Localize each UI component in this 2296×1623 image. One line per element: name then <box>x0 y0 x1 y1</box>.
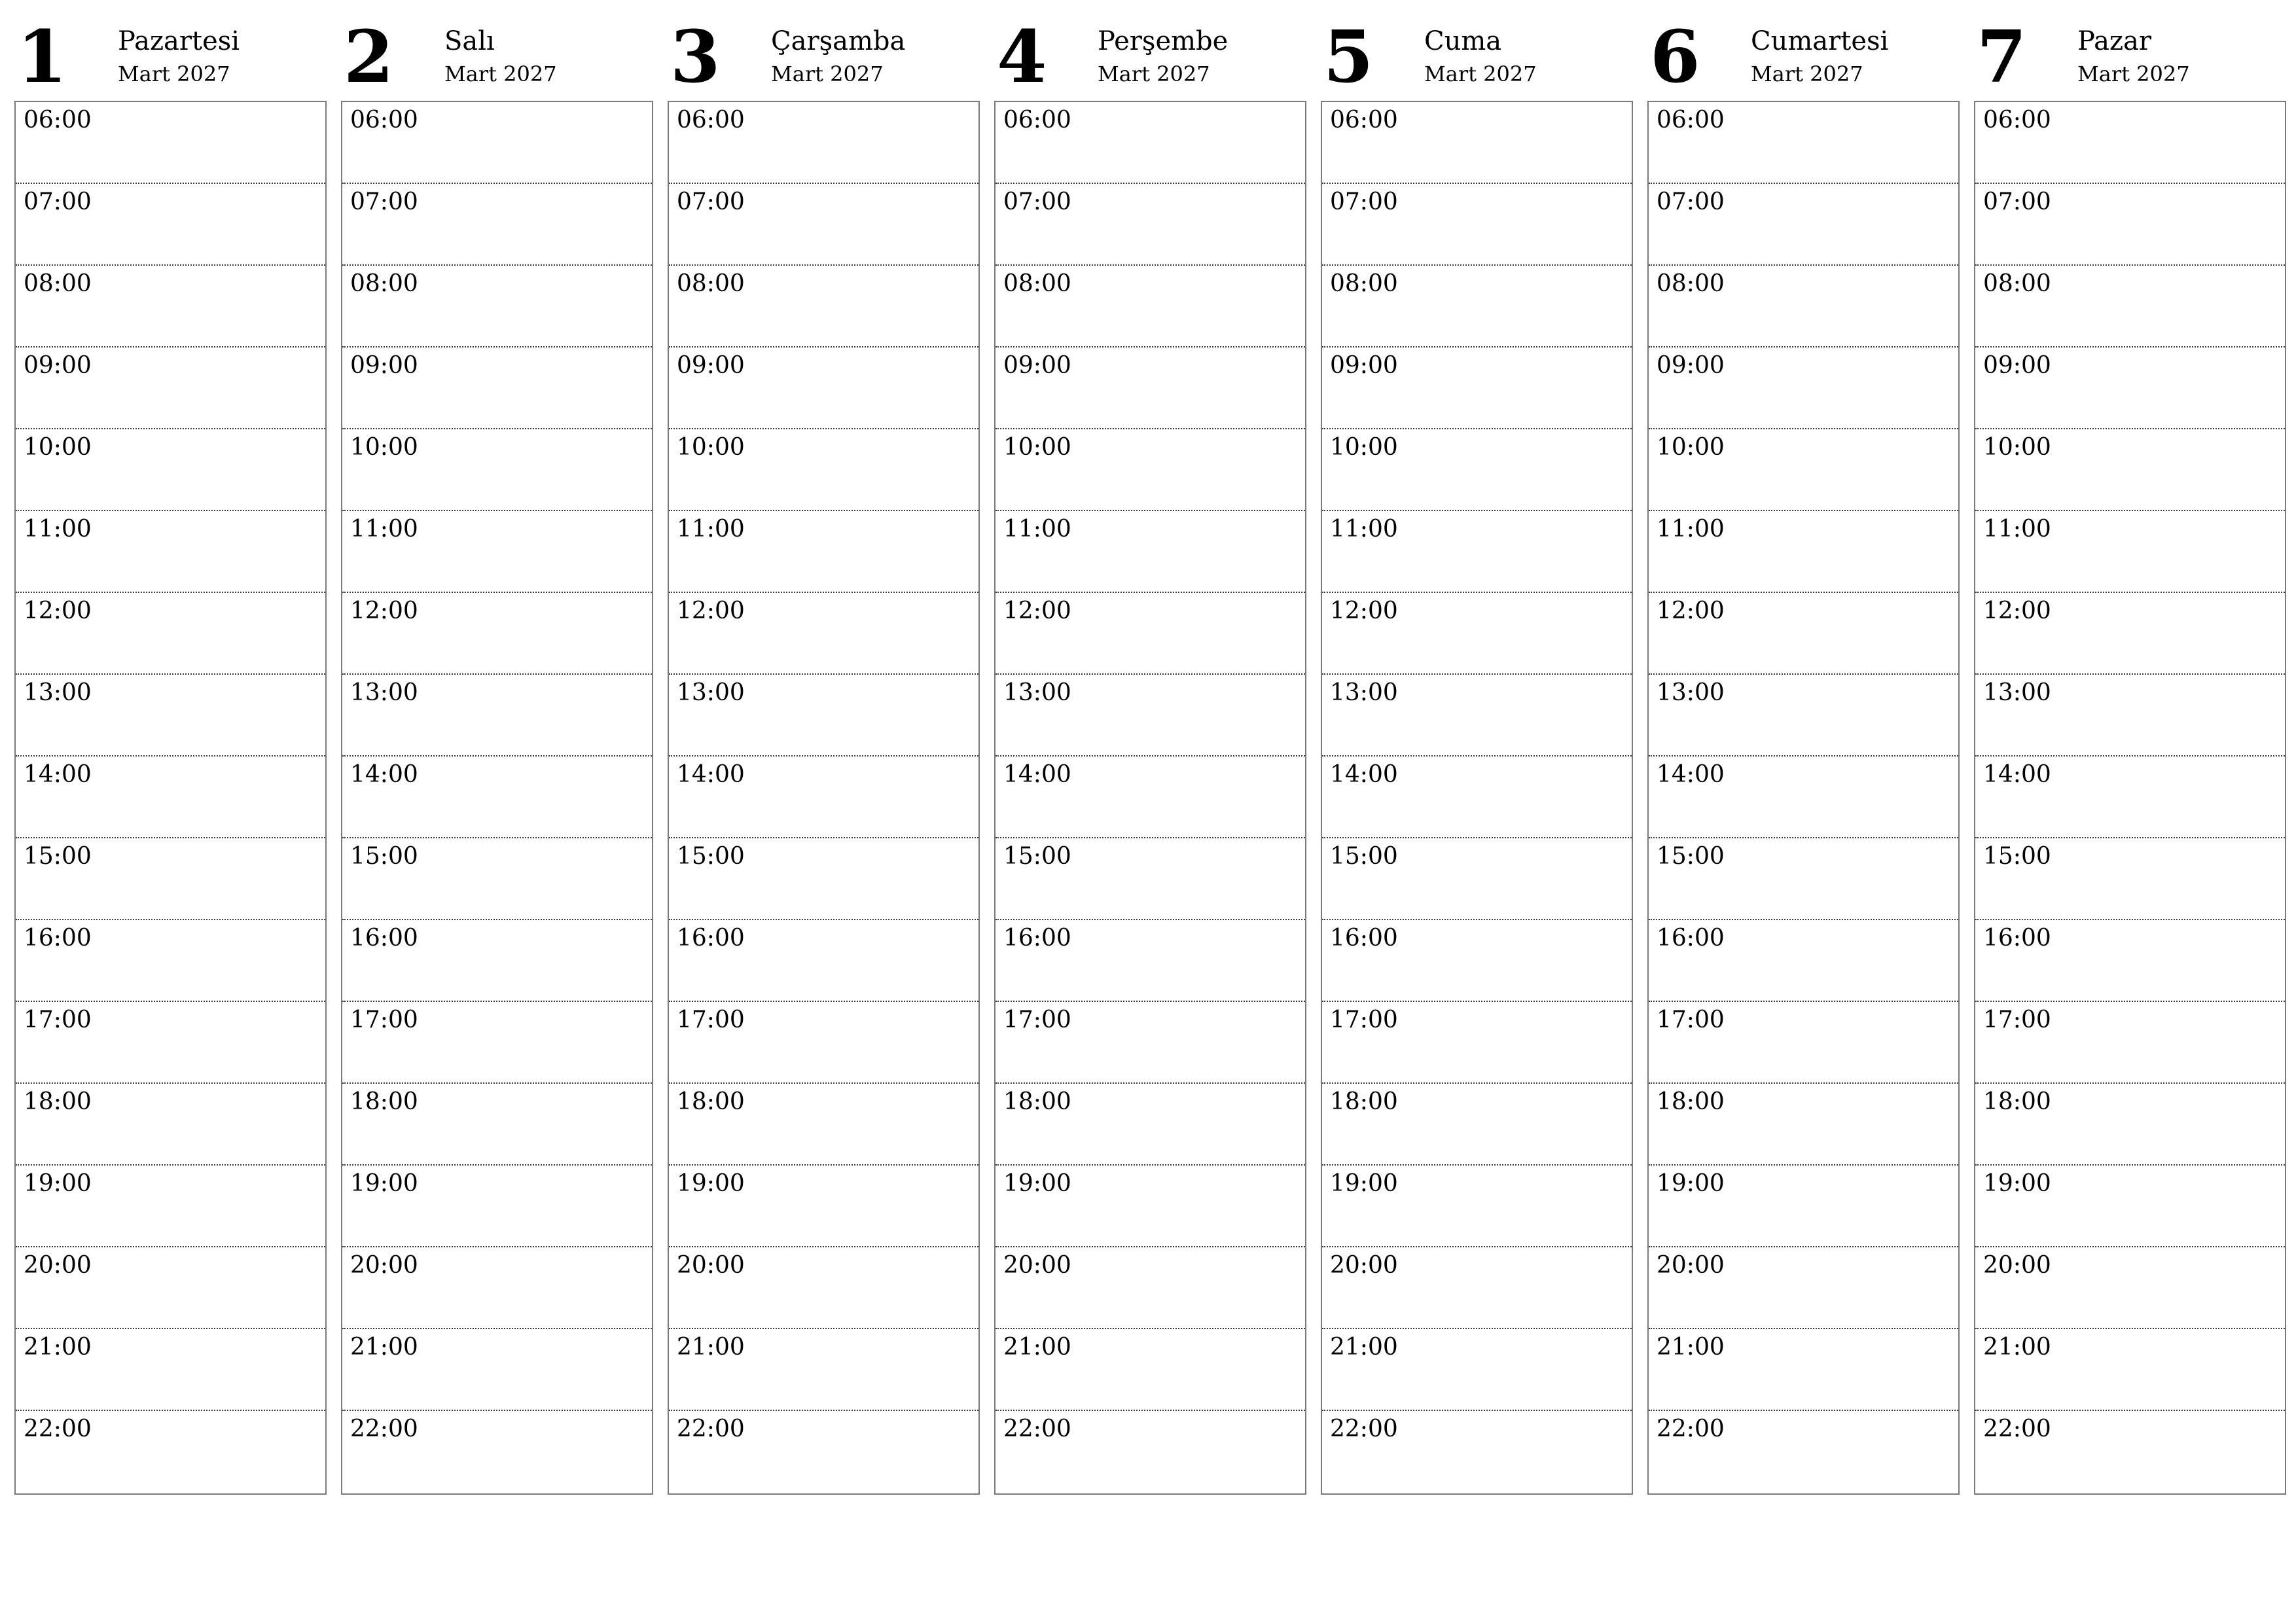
time-slot-label: 17:00 <box>1003 1007 1071 1033</box>
time-slot-label: 20:00 <box>1983 1252 2051 1279</box>
time-slot[interactable] <box>1975 429 2285 511</box>
time-slot-label: 12:00 <box>24 597 92 624</box>
time-slot[interactable] <box>1975 1166 2285 1247</box>
time-slot[interactable] <box>996 266 1305 348</box>
time-slot[interactable] <box>1649 838 1958 920</box>
time-slot-label: 10:00 <box>677 434 745 461</box>
time-slot-label: 06:00 <box>1983 107 2051 134</box>
time-slot-label: 21:00 <box>1983 1334 2051 1361</box>
time-slot[interactable] <box>1975 511 2285 593</box>
time-slot[interactable] <box>16 1002 325 1084</box>
day-number: 5 <box>1323 14 1374 99</box>
time-slot[interactable] <box>1322 757 1632 838</box>
time-slot[interactable] <box>1322 593 1632 675</box>
time-slot-label: 22:00 <box>1657 1416 1725 1442</box>
time-slot-label: 22:00 <box>1983 1416 2051 1442</box>
time-slot-label: 15:00 <box>24 843 92 870</box>
time-slot-label: 08:00 <box>677 270 745 297</box>
time-slot[interactable] <box>1649 429 1958 511</box>
time-slot-label: 14:00 <box>1657 761 1725 788</box>
time-slot[interactable] <box>1975 1329 2285 1411</box>
day-schedule-box <box>1321 101 1633 1495</box>
time-slot-label: 22:00 <box>1003 1416 1071 1442</box>
time-slot-label: 18:00 <box>24 1088 92 1115</box>
time-slot[interactable] <box>996 1329 1305 1411</box>
month-label: Mart 2027 <box>1098 62 1210 86</box>
time-slot-label: 13:00 <box>677 679 745 706</box>
time-slot-label: 08:00 <box>1657 270 1725 297</box>
time-slot[interactable] <box>1975 102 2285 184</box>
time-slot[interactable] <box>1649 1002 1958 1084</box>
time-slot[interactable] <box>342 838 652 920</box>
day-column-monday <box>14 0 327 1505</box>
time-slot[interactable] <box>1649 184 1958 266</box>
time-slot[interactable] <box>996 838 1305 920</box>
day-header <box>14 0 327 99</box>
time-slot-label: 12:00 <box>350 597 418 624</box>
time-slot-label: 19:00 <box>24 1170 92 1197</box>
time-slot-label: 15:00 <box>1003 843 1071 870</box>
time-slot[interactable] <box>996 429 1305 511</box>
time-slot-label: 20:00 <box>350 1252 418 1279</box>
time-slot-label: 12:00 <box>677 597 745 624</box>
time-slot-label: 14:00 <box>1330 761 1398 788</box>
time-slot-label: 12:00 <box>1003 597 1071 624</box>
time-slot-label: 11:00 <box>350 516 418 543</box>
time-slot-label: 15:00 <box>1983 843 2051 870</box>
time-slot[interactable] <box>669 429 978 511</box>
time-slot[interactable] <box>996 348 1305 429</box>
time-slot-label: 11:00 <box>24 516 92 543</box>
time-slot[interactable] <box>996 1247 1305 1329</box>
day-name: Çarşamba <box>771 26 906 56</box>
time-slot[interactable] <box>342 511 652 593</box>
time-slot-label: 18:00 <box>1330 1088 1398 1115</box>
time-slot-label: 07:00 <box>1657 188 1725 215</box>
time-slot[interactable] <box>16 1247 325 1329</box>
time-slot[interactable] <box>1322 920 1632 1002</box>
time-slot-label: 19:00 <box>677 1170 745 1197</box>
day-header <box>341 0 653 99</box>
time-slot-label: 10:00 <box>1983 434 2051 461</box>
time-slot[interactable] <box>1975 1002 2285 1084</box>
time-slot-label: 10:00 <box>350 434 418 461</box>
time-slot[interactable] <box>342 1329 652 1411</box>
time-slot[interactable] <box>1322 675 1632 757</box>
time-slot-label: 14:00 <box>677 761 745 788</box>
time-slot[interactable] <box>1322 429 1632 511</box>
time-slot-label: 21:00 <box>1330 1334 1398 1361</box>
day-header <box>1321 0 1633 99</box>
time-slot[interactable] <box>1322 266 1632 348</box>
time-slot-label: 09:00 <box>1330 352 1398 379</box>
time-slot-label: 08:00 <box>1003 270 1071 297</box>
day-schedule-box <box>668 101 980 1495</box>
time-slot-label: 07:00 <box>1983 188 2051 215</box>
time-slot-label: 17:00 <box>350 1007 418 1033</box>
time-slot[interactable] <box>996 675 1305 757</box>
day-column-friday <box>1321 0 1633 1505</box>
time-slot[interactable] <box>669 1247 978 1329</box>
time-slot[interactable] <box>669 1084 978 1166</box>
time-slot[interactable] <box>996 1411 1305 1493</box>
day-schedule-box <box>341 101 653 1495</box>
time-slot-label: 19:00 <box>350 1170 418 1197</box>
day-column-tuesday <box>341 0 653 1505</box>
time-slot-label: 19:00 <box>1983 1170 2051 1197</box>
time-slot-label: 18:00 <box>350 1088 418 1115</box>
time-slot-label: 16:00 <box>1003 925 1071 952</box>
day-number: 7 <box>1977 14 2027 99</box>
time-slot[interactable] <box>342 920 652 1002</box>
day-name: Pazartesi <box>118 26 240 56</box>
day-name: Cumartesi <box>1751 26 1889 56</box>
time-slot-label: 18:00 <box>1003 1088 1071 1115</box>
time-slot[interactable] <box>1975 1411 2285 1493</box>
time-slot-label: 15:00 <box>1330 843 1398 870</box>
time-slot-label: 12:00 <box>1983 597 2051 624</box>
time-slot[interactable] <box>342 266 652 348</box>
time-slot-label: 13:00 <box>1003 679 1071 706</box>
time-slot[interactable] <box>1649 593 1958 675</box>
time-slot-label: 16:00 <box>24 925 92 952</box>
time-slot[interactable] <box>16 184 325 266</box>
time-slot[interactable] <box>996 593 1305 675</box>
time-slot[interactable] <box>1322 1247 1632 1329</box>
time-slot[interactable] <box>342 593 652 675</box>
time-slot-label: 09:00 <box>350 352 418 379</box>
day-column-wednesday <box>668 0 980 1505</box>
time-slot[interactable] <box>1975 920 2285 1002</box>
time-slot[interactable] <box>342 429 652 511</box>
time-slot[interactable] <box>669 838 978 920</box>
time-slot[interactable] <box>1322 1002 1632 1084</box>
time-slot-label: 13:00 <box>1657 679 1725 706</box>
day-column-thursday <box>994 0 1306 1505</box>
time-slot-label: 13:00 <box>1983 679 2051 706</box>
time-slot[interactable] <box>1975 348 2285 429</box>
time-slot[interactable] <box>1975 675 2285 757</box>
time-slot-label: 11:00 <box>1983 516 2051 543</box>
day-header <box>994 0 1306 99</box>
time-slot-label: 09:00 <box>24 352 92 379</box>
time-slot-label: 16:00 <box>1330 925 1398 952</box>
time-slot[interactable] <box>16 1166 325 1247</box>
time-slot[interactable] <box>16 102 325 184</box>
time-slot[interactable] <box>1649 920 1958 1002</box>
time-slot-label: 14:00 <box>1983 761 2051 788</box>
time-slot-label: 13:00 <box>350 679 418 706</box>
time-slot-label: 07:00 <box>1330 188 1398 215</box>
time-slot[interactable] <box>1322 102 1632 184</box>
month-label: Mart 2027 <box>771 62 884 86</box>
time-slot[interactable] <box>342 348 652 429</box>
day-column-saturday <box>1647 0 1960 1505</box>
time-slot[interactable] <box>996 511 1305 593</box>
time-slot[interactable] <box>16 1411 325 1493</box>
time-slot-label: 11:00 <box>1657 516 1725 543</box>
time-slot[interactable] <box>16 429 325 511</box>
time-slot[interactable] <box>669 511 978 593</box>
day-schedule-box <box>994 101 1306 1495</box>
time-slot-label: 22:00 <box>1330 1416 1398 1442</box>
time-slot-label: 06:00 <box>24 107 92 134</box>
time-slot[interactable] <box>1649 102 1958 184</box>
day-column-sunday <box>1974 0 2286 1505</box>
time-slot[interactable] <box>342 102 652 184</box>
time-slot[interactable] <box>1322 184 1632 266</box>
time-slot[interactable] <box>1649 348 1958 429</box>
time-slot-label: 10:00 <box>1657 434 1725 461</box>
time-slot-label: 07:00 <box>677 188 745 215</box>
time-slot[interactable] <box>996 184 1305 266</box>
time-slot[interactable] <box>342 1084 652 1166</box>
time-slot[interactable] <box>669 184 978 266</box>
time-slot-label: 11:00 <box>677 516 745 543</box>
time-slot[interactable] <box>342 675 652 757</box>
time-slot-label: 20:00 <box>1657 1252 1725 1279</box>
time-slot-label: 16:00 <box>1657 925 1725 952</box>
time-slot[interactable] <box>1322 1411 1632 1493</box>
day-number: 2 <box>344 14 394 99</box>
time-slot[interactable] <box>1322 1329 1632 1411</box>
time-slot[interactable] <box>996 1084 1305 1166</box>
time-slot-label: 16:00 <box>677 925 745 952</box>
time-slot[interactable] <box>996 757 1305 838</box>
time-slot[interactable] <box>1975 838 2285 920</box>
time-slot[interactable] <box>1649 1084 1958 1166</box>
time-slot-label: 20:00 <box>1003 1252 1071 1279</box>
time-slot-label: 19:00 <box>1003 1170 1071 1197</box>
time-slot-label: 14:00 <box>1003 761 1071 788</box>
time-slot-label: 10:00 <box>1003 434 1071 461</box>
time-slot[interactable] <box>1322 1166 1632 1247</box>
time-slot-label: 08:00 <box>1983 270 2051 297</box>
time-slot-label: 06:00 <box>677 107 745 134</box>
time-slot-label: 09:00 <box>1983 352 2051 379</box>
day-schedule-box <box>14 101 327 1495</box>
time-slot-label: 11:00 <box>1003 516 1071 543</box>
time-slot-label: 12:00 <box>1657 597 1725 624</box>
time-slot[interactable] <box>1649 511 1958 593</box>
month-label: Mart 2027 <box>444 62 557 86</box>
time-slot-label: 06:00 <box>1003 107 1071 134</box>
time-slot[interactable] <box>669 1166 978 1247</box>
time-slot[interactable] <box>996 102 1305 184</box>
month-label: Mart 2027 <box>118 62 230 86</box>
time-slot[interactable] <box>1649 266 1958 348</box>
time-slot[interactable] <box>1649 757 1958 838</box>
time-slot[interactable] <box>342 1411 652 1493</box>
month-label: Mart 2027 <box>2077 62 2190 86</box>
day-header <box>1647 0 1960 99</box>
time-slot-label: 22:00 <box>677 1416 745 1442</box>
time-slot-label: 09:00 <box>1657 352 1725 379</box>
time-slot-label: 06:00 <box>1330 107 1398 134</box>
time-slot-label: 21:00 <box>1003 1334 1071 1361</box>
time-slot-label: 08:00 <box>350 270 418 297</box>
time-slot[interactable] <box>669 348 978 429</box>
time-slot[interactable] <box>1975 1247 2285 1329</box>
time-slot[interactable] <box>1322 348 1632 429</box>
time-slot-label: 10:00 <box>24 434 92 461</box>
day-number: 4 <box>997 14 1047 99</box>
time-slot[interactable] <box>342 1002 652 1084</box>
time-slot[interactable] <box>669 1329 978 1411</box>
time-slot-label: 14:00 <box>24 761 92 788</box>
time-slot-label: 14:00 <box>350 761 418 788</box>
day-schedule-box <box>1974 101 2286 1495</box>
time-slot[interactable] <box>1322 838 1632 920</box>
time-slot[interactable] <box>669 920 978 1002</box>
month-label: Mart 2027 <box>1751 62 1863 86</box>
time-slot-label: 17:00 <box>677 1007 745 1033</box>
time-slot-label: 17:00 <box>24 1007 92 1033</box>
time-slot-label: 19:00 <box>1657 1170 1725 1197</box>
time-slot[interactable] <box>342 1166 652 1247</box>
time-slot[interactable] <box>996 1166 1305 1247</box>
time-slot[interactable] <box>1649 1329 1958 1411</box>
time-slot[interactable] <box>1649 1166 1958 1247</box>
time-slot[interactable] <box>16 1329 325 1411</box>
time-slot-label: 12:00 <box>1330 597 1398 624</box>
time-slot-label: 15:00 <box>677 843 745 870</box>
time-slot-label: 11:00 <box>1330 516 1398 543</box>
time-slot[interactable] <box>1975 1084 2285 1166</box>
time-slot[interactable] <box>996 920 1305 1002</box>
time-slot[interactable] <box>669 266 978 348</box>
time-slot-label: 18:00 <box>677 1088 745 1115</box>
time-slot-label: 21:00 <box>350 1334 418 1361</box>
time-slot-label: 09:00 <box>677 352 745 379</box>
time-slot-label: 16:00 <box>1983 925 2051 952</box>
time-slot-label: 13:00 <box>1330 679 1398 706</box>
time-slot[interactable] <box>1649 1411 1958 1493</box>
time-slot-label: 20:00 <box>24 1252 92 1279</box>
time-slot[interactable] <box>669 757 978 838</box>
day-name: Pazar <box>2077 26 2152 56</box>
day-name: Perşembe <box>1098 26 1229 56</box>
day-header <box>668 0 980 99</box>
time-slot-label: 07:00 <box>350 188 418 215</box>
time-slot[interactable] <box>16 675 325 757</box>
time-slot[interactable] <box>1975 757 2285 838</box>
time-slot-label: 09:00 <box>1003 352 1071 379</box>
time-slot-label: 20:00 <box>677 1252 745 1279</box>
time-slot-label: 15:00 <box>1657 843 1725 870</box>
time-slot-label: 22:00 <box>350 1416 418 1442</box>
time-slot-label: 08:00 <box>1330 270 1398 297</box>
time-slot-label: 07:00 <box>1003 188 1071 215</box>
time-slot[interactable] <box>16 920 325 1002</box>
time-slot-label: 13:00 <box>24 679 92 706</box>
time-slot[interactable] <box>1975 184 2285 266</box>
time-slot[interactable] <box>16 266 325 348</box>
time-slot-label: 06:00 <box>350 107 418 134</box>
time-slot[interactable] <box>669 102 978 184</box>
time-slot-label: 15:00 <box>350 843 418 870</box>
time-slot[interactable] <box>16 593 325 675</box>
time-slot[interactable] <box>1649 675 1958 757</box>
time-slot[interactable] <box>16 511 325 593</box>
time-slot[interactable] <box>1975 593 2285 675</box>
time-slot[interactable] <box>16 838 325 920</box>
time-slot-label: 22:00 <box>24 1416 92 1442</box>
time-slot[interactable] <box>342 757 652 838</box>
day-schedule-box <box>1647 101 1960 1495</box>
time-slot-label: 21:00 <box>677 1334 745 1361</box>
time-slot[interactable] <box>16 1084 325 1166</box>
time-slot[interactable] <box>996 1002 1305 1084</box>
time-slot-label: 08:00 <box>24 270 92 297</box>
time-slot-label: 16:00 <box>350 925 418 952</box>
time-slot-label: 18:00 <box>1983 1088 2051 1115</box>
day-header <box>1974 0 2286 99</box>
time-slot[interactable] <box>1975 266 2285 348</box>
day-name: Cuma <box>1424 26 1502 56</box>
day-number: 1 <box>17 14 67 99</box>
time-slot-label: 17:00 <box>1330 1007 1398 1033</box>
time-slot-label: 10:00 <box>1330 434 1398 461</box>
time-slot-label: 20:00 <box>1330 1252 1398 1279</box>
time-slot[interactable] <box>669 1411 978 1493</box>
time-slot[interactable] <box>1322 511 1632 593</box>
time-slot-label: 06:00 <box>1657 107 1725 134</box>
time-slot-label: 07:00 <box>24 188 92 215</box>
time-slot-label: 19:00 <box>1330 1170 1398 1197</box>
weekly-planner <box>14 0 2291 1505</box>
time-slot[interactable] <box>669 1002 978 1084</box>
time-slot-label: 21:00 <box>1657 1334 1725 1361</box>
time-slot[interactable] <box>16 348 325 429</box>
time-slot-label: 17:00 <box>1657 1007 1725 1033</box>
time-slot[interactable] <box>669 593 978 675</box>
time-slot[interactable] <box>669 675 978 757</box>
day-number: 6 <box>1650 14 1700 99</box>
time-slot[interactable] <box>1649 1247 1958 1329</box>
time-slot[interactable] <box>342 184 652 266</box>
time-slot-label: 21:00 <box>24 1334 92 1361</box>
time-slot[interactable] <box>16 757 325 838</box>
month-label: Mart 2027 <box>1424 62 1537 86</box>
day-number: 3 <box>670 14 721 99</box>
time-slot-label: 17:00 <box>1983 1007 2051 1033</box>
time-slot-label: 18:00 <box>1657 1088 1725 1115</box>
time-slot[interactable] <box>342 1247 652 1329</box>
day-name: Salı <box>444 26 495 56</box>
time-slot[interactable] <box>1322 1084 1632 1166</box>
